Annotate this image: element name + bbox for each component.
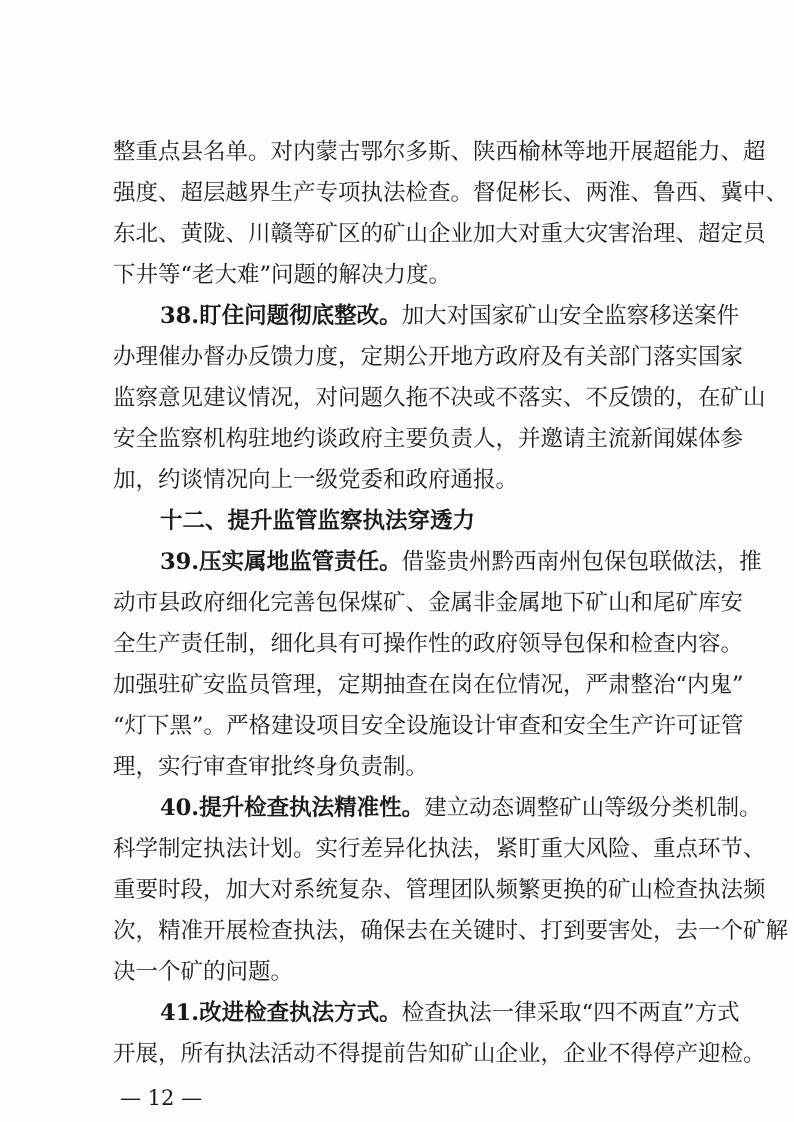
body-line: 开展，所有执法活动不得提前告知矿山企业，企业不得停产迎检。 bbox=[113, 1041, 766, 1067]
body-line: 理，实行审查审批终身负责制。 bbox=[113, 754, 429, 780]
paragraph-40-first-line: 40.提升检查执法精准性。建立动态调整矿山等级分类机制。 bbox=[160, 795, 762, 821]
body-line: 下井等“老大难”问题的解决力度。 bbox=[113, 262, 452, 288]
paragraph-39-first-line: 39.压实属地监管责任。借鉴贵州黔西南州包保包联做法，推 bbox=[160, 549, 762, 575]
body-line: “灯下黑”。严格建设项目安全设施设计审查和安全生产许可证管 bbox=[113, 713, 744, 739]
body-line: 决一个矿的问题。 bbox=[113, 959, 294, 985]
paragraph-38-first-line: 38.盯住问题彻底整改。加大对国家矿山安全监察移送案件 bbox=[160, 303, 740, 329]
body-line: 重要时段，加大对系统复杂、管理团队频繁更换的矿山检查执法频 bbox=[113, 877, 766, 903]
body-line: 强度、超层越界生产专项执法检查。督促彬长、两淮、鲁西、冀中、 bbox=[113, 180, 789, 206]
body-line: 加强驻矿安监员管理，定期抽查在岗在位情况，严肃整治“内鬼” bbox=[113, 672, 744, 698]
section-heading: 十二、提升监管监察执法穿透力 bbox=[160, 508, 476, 534]
item-40-title: 40.提升检查执法精准性。 bbox=[160, 795, 425, 821]
body-line: 整重点县名单。对内蒙古鄂尔多斯、陕西榆林等地开展超能力、超 bbox=[113, 139, 766, 165]
item-39-title: 39.压实属地监管责任。 bbox=[160, 549, 402, 575]
page-number: — 12 — bbox=[120, 1086, 203, 1110]
body-line: 加，约谈情况向上一级党委和政府通报。 bbox=[113, 467, 519, 493]
body-line: 东北、黄陇、川赣等矿区的矿山企业加大对重大灾害治理、超定员 bbox=[113, 221, 766, 247]
item-38-title: 38.盯住问题彻底整改。 bbox=[160, 303, 402, 329]
body-line: 次，精准开展检查执法，确保去在关键时、打到要害处，去一个矿解 bbox=[113, 918, 789, 944]
body-line: 全生产责任制，细化具有可操作性的政府领导包保和检查内容。 bbox=[113, 631, 744, 657]
paragraph-41-first-line: 41.改进检查执法方式。检查执法一律采取“四不两直”方式 bbox=[160, 1000, 740, 1026]
body-line: 科学制定执法计划。实行差异化执法，紧盯重大风险、重点环节、 bbox=[113, 836, 766, 862]
item-41-title: 41.改进检查执法方式。 bbox=[160, 1000, 402, 1026]
body-line: 监察意见建议情况，对问题久拖不决或不落实、不反馈的，在矿山 bbox=[113, 385, 766, 411]
body-line: 办理催办督办反馈力度，定期公开地方政府及有关部门落实国家 bbox=[113, 344, 744, 370]
body-line: 安全监察机构驻地约谈政府主要负责人，并邀请主流新闻媒体参 bbox=[113, 426, 744, 452]
body-line: 动市县政府细化完善包保煤矿、金属非金属地下矿山和尾矿库安 bbox=[113, 590, 744, 616]
